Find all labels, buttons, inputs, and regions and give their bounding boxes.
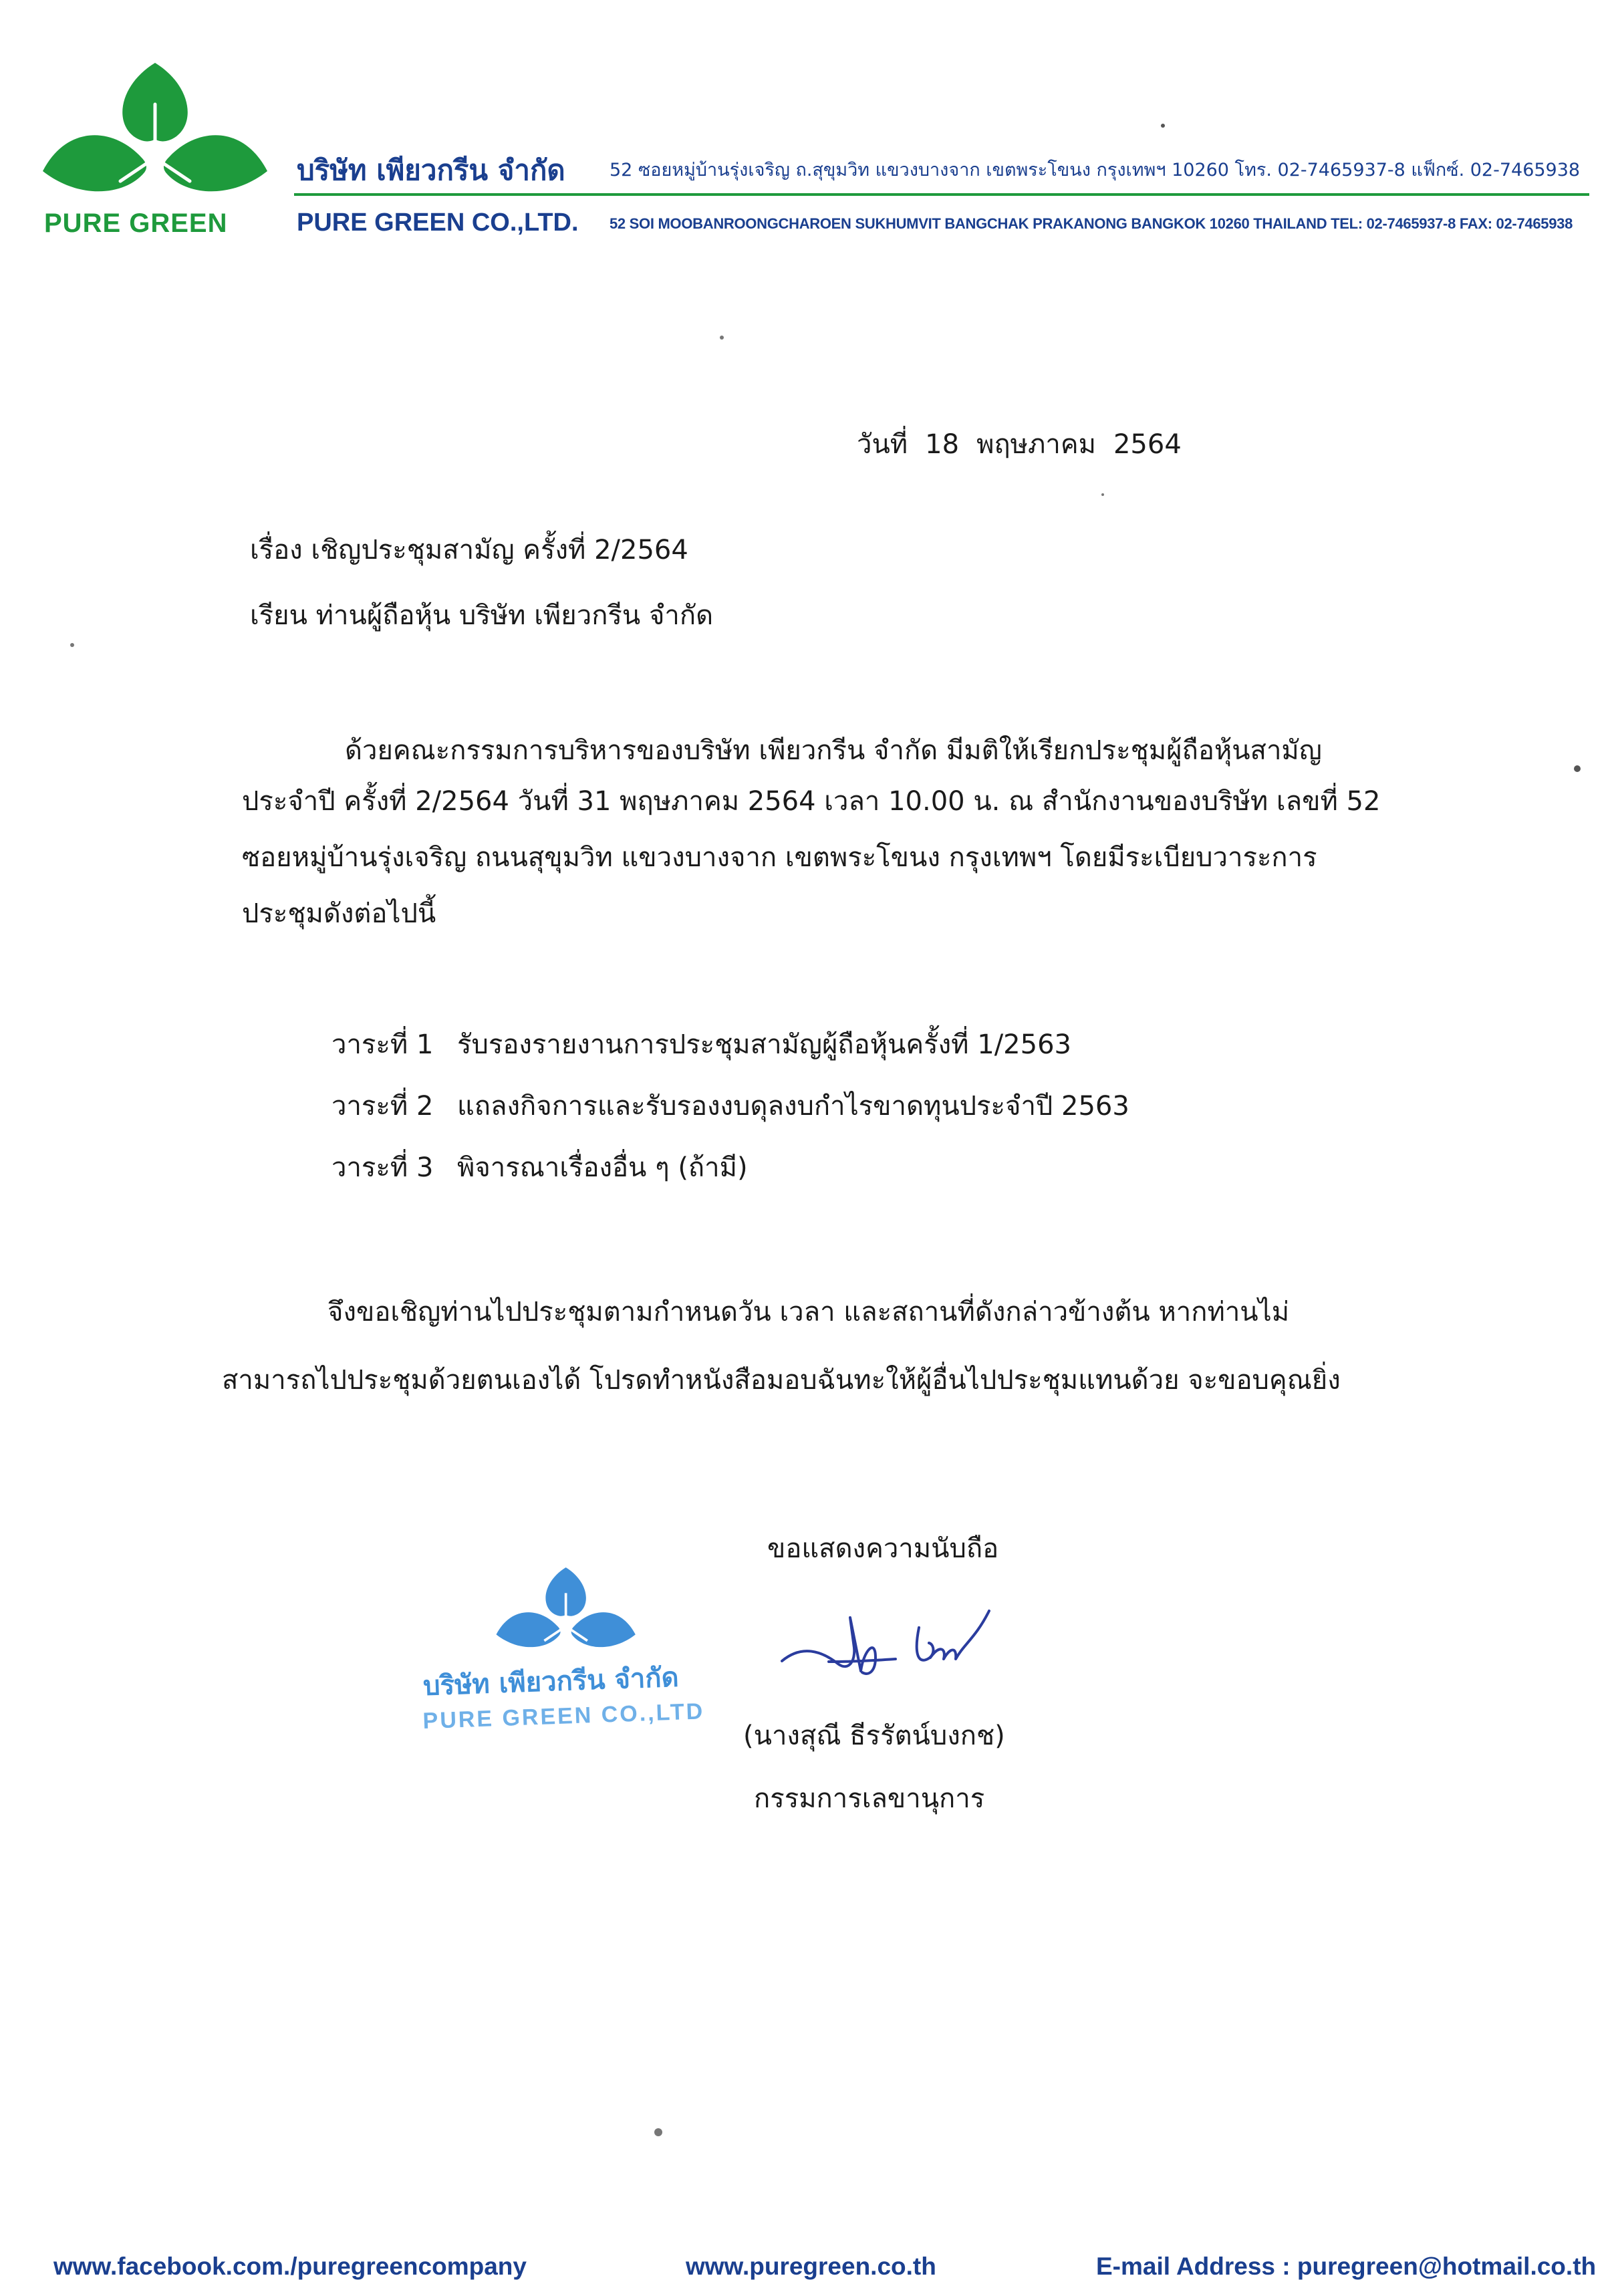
letterhead-divider	[294, 193, 1589, 196]
agenda-text: พิจารณาเรื่องอื่น ๆ (ถ้ามี)	[457, 1152, 748, 1183]
signer-position: กรรมการเลขานุการ	[754, 1783, 985, 1814]
company-name-english: PURE GREEN CO.,LTD.	[297, 209, 579, 237]
signer-name: (นางสุณี ธีรรัตน์บงกช)	[743, 1720, 1005, 1751]
paragraph-line: ด้วยคณะกรรมการบริหารของบริษัท เพียวกรีน จำกัด มีมติให้เรียกประชุมผู้ถือหุ้นสามัญ	[345, 735, 1322, 766]
agenda-item	[331, 1023, 1071, 1065]
agenda-item	[331, 1146, 748, 1188]
company-address-english: 52 SOI MOOBANROONGCHAROEN SUKHUMVIT BANGCHAK PRAKANONG BANGKOK 10260 THAILAND TEL: 02-7465937-8 FAX: 02-7465938	[610, 215, 1573, 232]
footer-email[interactable]: E-mail Address : puregreen@hotmail.co.th	[1096, 2253, 1597, 2280]
company-name-thai: บริษัท เพียวกรีน จำกัด	[297, 154, 565, 186]
date-label: วันที่	[857, 429, 908, 460]
paragraph-line: ซอยหมู่บ้านรุ่งเจริญ ถนนสุขุมวิท แขวงบางจาก เขตพระโขนง กรุงเทพฯ โดยมีระเบียบวาระการ	[242, 842, 1317, 873]
letter-recipient: เรียน ท่านผู้ถือหุ้น บริษัท เพียวกรีน จำกัด	[250, 600, 714, 631]
letter-subject: เรื่อง เชิญประชุมสามัญ ครั้งที่ 2/2564	[250, 535, 688, 565]
company-address-thai: 52 ซอยหมู่บ้านรุ่งเจริญ ถ.สุขุมวิท แขวงบางจาก เขตพระโขนง กรุงเทพฯ 10260 โทร. 02-7465937-8 แฟ็กซ์. 02-7465938	[610, 160, 1581, 180]
stamp-company-name-thai: บริษัท เพียวกรีน จำกัด	[422, 1662, 680, 1702]
date-year: 2564	[1113, 429, 1182, 460]
agenda-text: รับรองรายงานการประชุมสามัญผู้ถือหุ้นครั้งที่ 1/2563	[457, 1029, 1071, 1060]
agenda-text: แถลงกิจการและรับรองงบดุลงบกำไรขาดทุนประจำปี 2563	[457, 1091, 1129, 1122]
footer-website-link[interactable]: www.puregreen.co.th	[686, 2253, 936, 2280]
footer-facebook-link[interactable]: www.facebook.com./puregreencompany	[53, 2253, 527, 2280]
agenda-number: วาระที่ 2	[331, 1091, 434, 1122]
agenda-item	[331, 1084, 1129, 1127]
handwritten-signature	[775, 1598, 1016, 1691]
logo-wordmark: PURE GREEN	[44, 209, 228, 238]
stamp-company-name-english: PURE GREEN CO.,LTD	[422, 1698, 705, 1734]
date-month: พฤษภาคม	[976, 429, 1096, 460]
agenda-number: วาระที่ 3	[331, 1152, 434, 1183]
paragraph-line: สามารถไปประชุมด้วยตนเองได้ โปรดทำหนังสือมอบฉันทะให้ผู้อื่นไปประชุมแทนด้วย จะขอบคุณยิ่ง	[222, 1365, 1341, 1396]
paragraph-line: จึงขอเชิญท่านไปประชุมตามกำหนดวัน เวลา และสถานที่ดังกล่าวข้างต้น หากท่านไม่	[327, 1297, 1290, 1327]
paragraph-line: ประชุมดังต่อไปนี้	[242, 898, 436, 929]
date-day: 18	[925, 429, 960, 460]
letter-date	[857, 422, 1182, 465]
company-logo-icon	[40, 57, 271, 208]
closing-phrase: ขอแสดงความนับถือ	[767, 1533, 999, 1564]
agenda-number: วาระที่ 1	[331, 1029, 434, 1060]
paragraph-line: ประจำปี ครั้งที่ 2/2564 วันที่ 31 พฤษภาคม 2564 เวลา 10.00 น. ณ สำนักงานของบริษัท เลขที่ 52	[242, 786, 1381, 817]
